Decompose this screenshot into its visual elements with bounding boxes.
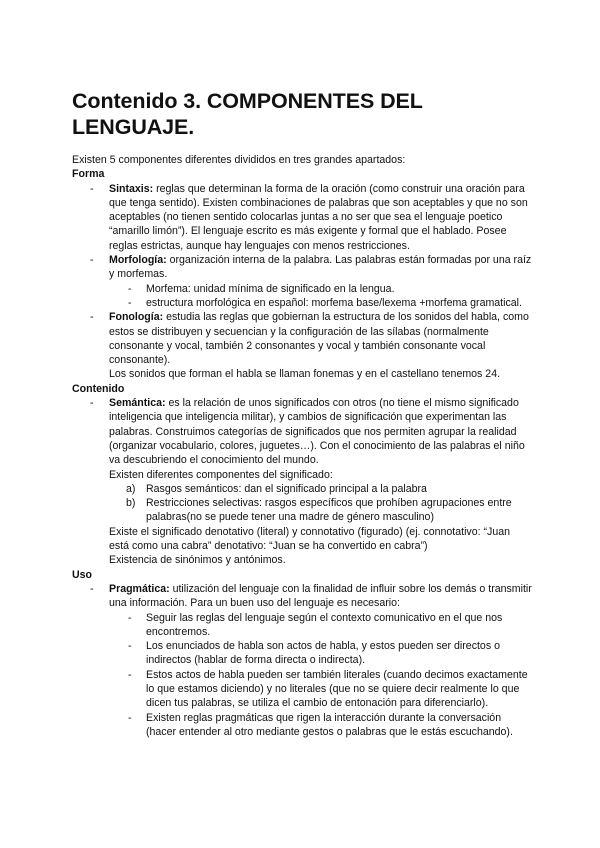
sub-list-item — [109, 611, 532, 640]
term-fonologia: Fonología: — [109, 311, 164, 324]
list-marker: a) — [126, 482, 136, 495]
text-pragmatica: utilización del lenguaje con la finalidad de influir sobre los demás o transmitir una información. Para un buen uso del lenguaje es necesario: — [109, 582, 532, 610]
sub-list-item — [109, 639, 532, 668]
text-morfologia: organización interna de la palabra. Las palabras están formadas por una raíz y morfemas. — [109, 254, 532, 281]
section-heading-uso: Uso — [72, 568, 93, 581]
bullet-dash: - — [90, 582, 94, 595]
document-page — [72, 88, 532, 739]
bullet-dash: - — [90, 397, 94, 410]
sub-list-item — [109, 282, 532, 296]
lettered-item — [109, 496, 532, 525]
text-semantica: es la relación de unos significados con otros (no tiene el mismo significado inteligencia que inteligencia militar), y cambios de significación que experimentan las palabras. Construimos categorías de significados que nos permiten agrupar la realidad (organizar vocabulario, colores, juguetes…). Con el conocimiento de las palabras el niño va descubriendo el conocimiento del mundo. — [109, 397, 525, 467]
bullet-dash: - — [90, 182, 94, 195]
bullet-dash: - — [128, 640, 132, 653]
list-item-pragmatica — [72, 582, 532, 739]
sinonimos-text: Existencia de sinónimos y antónimos. — [109, 554, 286, 567]
term-pragmatica: Pragmática: — [109, 582, 170, 595]
sub-item-text: Morfema: unidad mínima de significado en la lengua. — [146, 282, 395, 295]
bullet-dash: - — [90, 311, 94, 324]
denotativo-text: Existe el significado denotativo (literal) y connotativo (figurado) (ej. connotativo: “Juan está como una cabra” denotativo: “Juan se ha convertido en cabra”) — [109, 525, 511, 553]
sub-item-text: estructura morfológica en español: morfema base/lexema +morfema gramatical. — [146, 296, 522, 309]
bullet-dash: - — [128, 668, 132, 681]
list-item-sintaxis — [72, 182, 532, 253]
sub-list-item — [109, 711, 532, 740]
list-item-semantica — [72, 396, 532, 568]
bullet-dash: - — [128, 711, 132, 724]
sub-item-text: Existen reglas pragmáticas que rigen la interacción durante la conversación (hacer entender al otro mediante gestos o palabras que le estás escuchando). — [146, 711, 513, 738]
term-sintaxis: Sintaxis: — [109, 182, 154, 195]
sub-item-text: Seguir las reglas del lenguaje según el contexto comunicativo en el que nos encontremos. — [146, 611, 503, 638]
list-item-morfologia — [72, 253, 532, 310]
lettered-item-text: Restricciones selectivas: rasgos específicos que prohíben agrupaciones entre palabras(no se puede tener una madre de género masculino) — [146, 497, 512, 524]
bullet-dash: - — [128, 296, 132, 309]
sub-list-item — [109, 668, 532, 711]
componentes-intro: Existen diferentes componentes del significado: — [109, 468, 333, 481]
term-morfologia: Morfología: — [109, 254, 167, 267]
bullet-dash: - — [128, 611, 132, 624]
section-heading-contenido: Contenido — [72, 382, 125, 395]
intro-text: Existen 5 componentes diferentes divididos en tres grandes apartados: — [72, 154, 406, 166]
bullet-dash: - — [128, 282, 132, 295]
sub-list-item — [109, 296, 532, 310]
text-fonologia: estudia las reglas que gobiernan la estructura de los sonidos del habla, como estos se distribuyen y secuencian y la configuración de las sílabas (normalmente consonante y vocal, también 2 consonantes y vocal y también consonante vocal consonante). — [109, 311, 529, 367]
lettered-item-text: Rasgos semánticos: dan el significado principal a la palabra — [146, 482, 427, 495]
lettered-item — [109, 482, 532, 496]
section-heading-forma: Forma — [72, 168, 105, 181]
sub-item-text: Estos actos de habla pueden ser también literales (cuando decimos exactamente lo que estamos diciendo) y no literales (que no se quiere decir realmente lo que dicen tus palabras, se utiliza el cambio de entonación para diferenciarlo). — [146, 668, 528, 710]
list-marker: b) — [126, 497, 136, 510]
bullet-dash: - — [90, 254, 94, 267]
page-title: Contenido 3. COMPONENTES DEL LENGUAJE. — [72, 89, 423, 139]
term-semantica: Semántica: — [109, 397, 166, 410]
fonologia-extra: Los sonidos que forman el habla se llaman fonemas y en el castellano tenemos 24. — [109, 368, 501, 381]
list-item-fonologia — [72, 310, 532, 381]
sub-item-text: Los enunciados de habla son actos de habla, y estos pueden ser directos o indirectos (hablar de forma directa o indirecta). — [146, 640, 500, 667]
text-sintaxis: reglas que determinan la forma de la oración (como construir una oración para que tenga sentido). Existen combinaciones de palabras que son aceptables y que no son aceptables (no tienen sentido colocarlas juntas a no ser que sea el lenguaje poetico “amarillo limón”). El lenguaje escrito es más exigente y formal que el hablado. Posee reglas estrictas, aunque hay lenguajes con menos restricciones. — [109, 182, 528, 252]
